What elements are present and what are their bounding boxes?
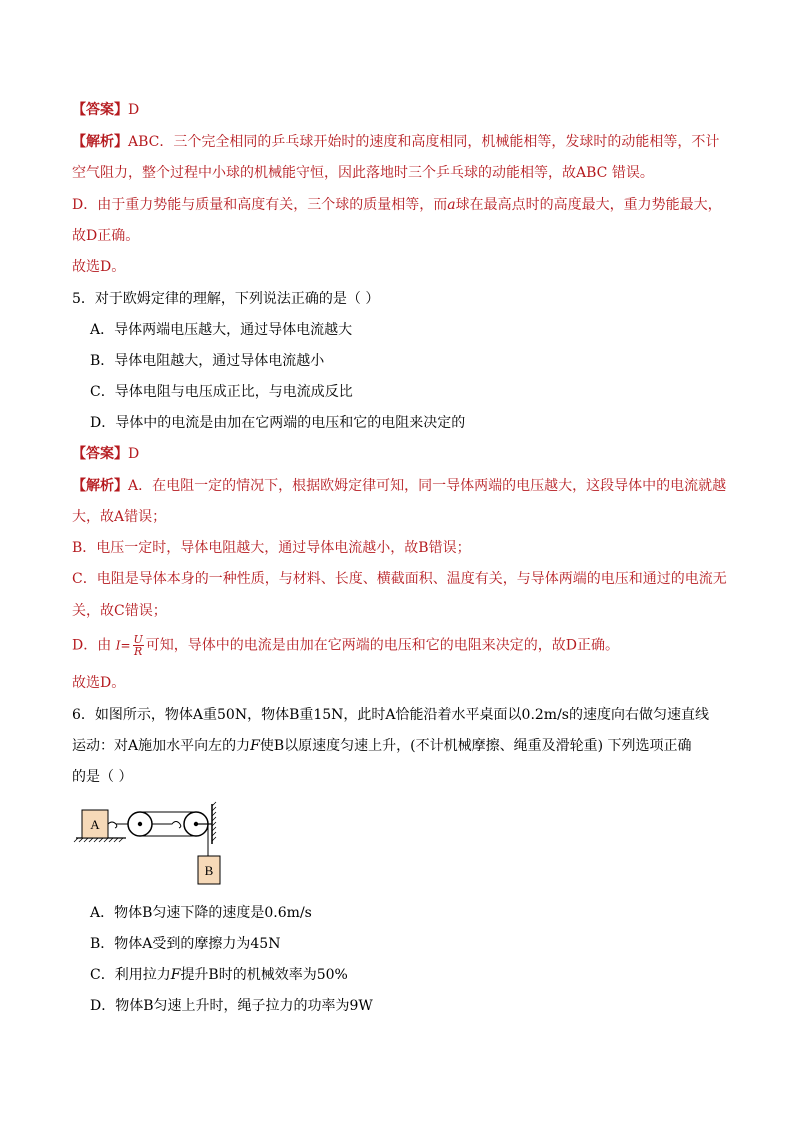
q5-option-b: B．导体电阻越大，通过导体电流越小 — [90, 353, 325, 369]
q6-option-c — [90, 965, 348, 985]
pulley-figure — [72, 800, 232, 890]
option-text: 提升B时的机械效率为50% — [180, 967, 348, 983]
block-a-label: A — [90, 817, 100, 832]
q6-option-b: B．物体A受到的摩擦力为45N — [90, 936, 281, 952]
q5-analysis-line3: B．电压一定时，导体电阻越大，通过导体电流越小，故B错误； — [72, 540, 471, 556]
analysis-text: D．由于重力势能与质量和高度有关，三个球的质量相等，而 — [72, 197, 448, 213]
q5-analysis-line1 — [72, 476, 726, 496]
q4-conclusion: 故选D。 — [72, 259, 126, 275]
analysis-text: D．由 — [72, 637, 112, 654]
rope-middle — [152, 822, 181, 829]
q5-option-d: D．导体中的电流是由加在它两端的电压和它的电阻来决定的 — [90, 415, 466, 431]
answer-label: 【答案】 — [72, 446, 128, 462]
q5-option-a: A．导体两端电压越大，通过导体电流越大 — [90, 322, 353, 338]
q4-analysis-line3 — [72, 195, 722, 215]
block-b-label: B — [204, 863, 214, 878]
q5-option-c: C．导体电阻与电压成正比，与电流成反比 — [90, 384, 353, 400]
q5-analysis-line5: 关，故C错误； — [72, 603, 167, 619]
q6-option-a: A．物体B匀速下降的速度是0.6m/s — [90, 905, 312, 921]
q5-stem: 5．对于欧姆定律的理解，下列说法正确的是（ ） — [72, 291, 380, 307]
q4-analysis-line2: 空气阻力，整个过程中小球的机械能守恒，因此落地时三个乒乓球的动能相等，故ABC 错误。 — [72, 165, 654, 181]
analysis-text: 球在最高点时的高度最大，重力势能最大， — [455, 197, 722, 213]
analysis-label: 【解析】 — [72, 134, 128, 150]
q5-conclusion: 故选D。 — [72, 675, 126, 691]
hook-a — [108, 822, 117, 828]
q6-stem-line3: 的是（ ） — [72, 769, 133, 785]
variable-f: F — [250, 738, 260, 754]
formula-denominator: R — [133, 645, 143, 658]
answer-value: D — [128, 102, 140, 118]
q4-analysis-line1 — [72, 132, 719, 152]
q4-analysis-line4: 故D正确。 — [72, 228, 140, 244]
q6-stem-line2 — [72, 736, 692, 756]
analysis-label: 【解析】 — [72, 478, 128, 494]
formula-numerator: U — [133, 633, 143, 646]
q6-option-d: D．物体B匀速上升时，绳子拉力的功率为9W — [90, 998, 373, 1014]
formula-lhs: I — [115, 638, 121, 653]
q5-analysis-line4: C．电阻是导体本身的一种性质，与材料、长度、横截面积、温度有关，与导体两端的电压和通过的电流无 — [72, 571, 727, 587]
analysis-text: A．在电阻一定的情况下，根据欧姆定律可知，同一导体两端的电压越大，这段导体中的电流就越 — [128, 478, 727, 494]
answer-label: 【答案】 — [72, 102, 128, 118]
formula-fraction — [133, 634, 144, 657]
stem-text: 使B以原速度匀速上升，(不计机械摩擦、绳重及滑轮重) 下列选项正确 — [259, 738, 692, 754]
answer-value: D — [128, 446, 140, 462]
q5-analysis-line2: 大，故A错误； — [72, 509, 167, 525]
analysis-text: 可知，导体中的电流是由加在它两端的电压和它的电阻来决定的，故D正确。 — [145, 637, 620, 654]
q4-answer — [72, 100, 139, 120]
q5-answer — [72, 444, 139, 464]
formula-eq: = — [120, 638, 131, 653]
q5-analysis-line6 — [72, 634, 619, 657]
analysis-text: ABC．三个完全相同的乒乓球开始时的速度和高度相同，机械能相等，发球时的动能相等，不计 — [128, 134, 720, 150]
option-text: C．利用拉力 — [90, 967, 171, 983]
q6-stem-line1: 6．如图所示，物体A重50N，物体B重15N，此时A恰能沿着水平桌面以0.2m/s的速度向右做匀速直线 — [72, 707, 709, 723]
stem-text: 运动：对A施加水平向左的力 — [72, 738, 251, 754]
variable-f: F — [170, 967, 181, 983]
variable-a: a — [447, 197, 456, 213]
